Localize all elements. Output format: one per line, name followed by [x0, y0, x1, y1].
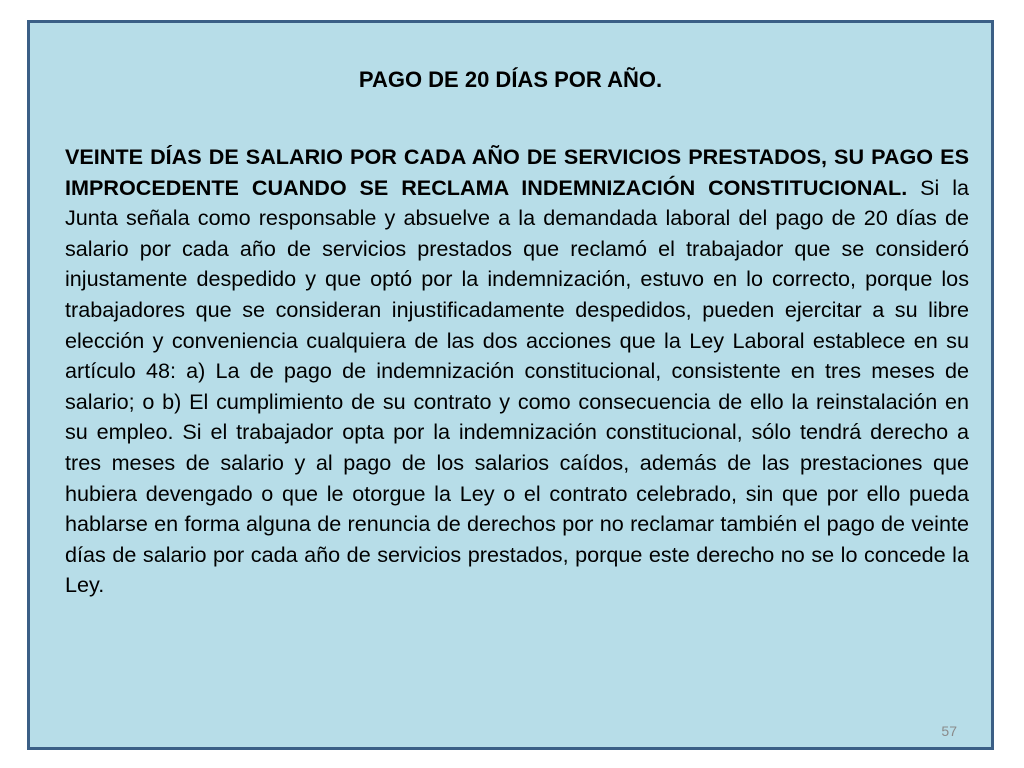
- thesis-body: Si la Junta señala como responsable y absuelve a la demandada laboral del pago de 20 días de salario por cada año de servicios prestados que reclamó el trabajador que se consideró injustamente despedido y que optó por la indemnización, estuvo en lo correcto, porque los trabajadores que se consideran injustificadamente despedidos, pueden ejercitar a su libre elección y conveniencia cualquiera de las dos acciones que la Ley Laboral establece en su artículo 48: a) La de pago de indemnización constitucional, consistente en tres meses de salario; o b) El cumplimiento de su contrato y como consecuencia de ello la reinstalación en su empleo. Si el trabajador opta por la indemnización constitucional, sólo tendrá derecho a tres meses de salario y al pago de los salarios caídos, además de las prestaciones que hubiera devengado o que le otorgue la Ley o el contrato celebrado, sin que por ello pueda hablarse en forma alguna de renuncia de derechos por no reclamar también el pago de veinte días de salario por cada año de servicios prestados, porque este derecho no se lo concede la Ley.: [65, 174, 970, 598]
- content-panel: [27, 20, 994, 750]
- page-number: 57: [941, 723, 957, 739]
- slide-title: PAGO DE 20 DÍAS POR AÑO.: [358, 67, 663, 92]
- thesis-heading: VEINTE DÍAS DE SALARIO POR CADA AÑO DE SERVICIOS PRESTADOS, SU PAGO ES IMPROCEDENTE CUANDO SE RECLAMA INDEMNIZACIÓN CONSTITUCIONAL.: [65, 144, 969, 200]
- slide-body-paragraph: [65, 142, 969, 601]
